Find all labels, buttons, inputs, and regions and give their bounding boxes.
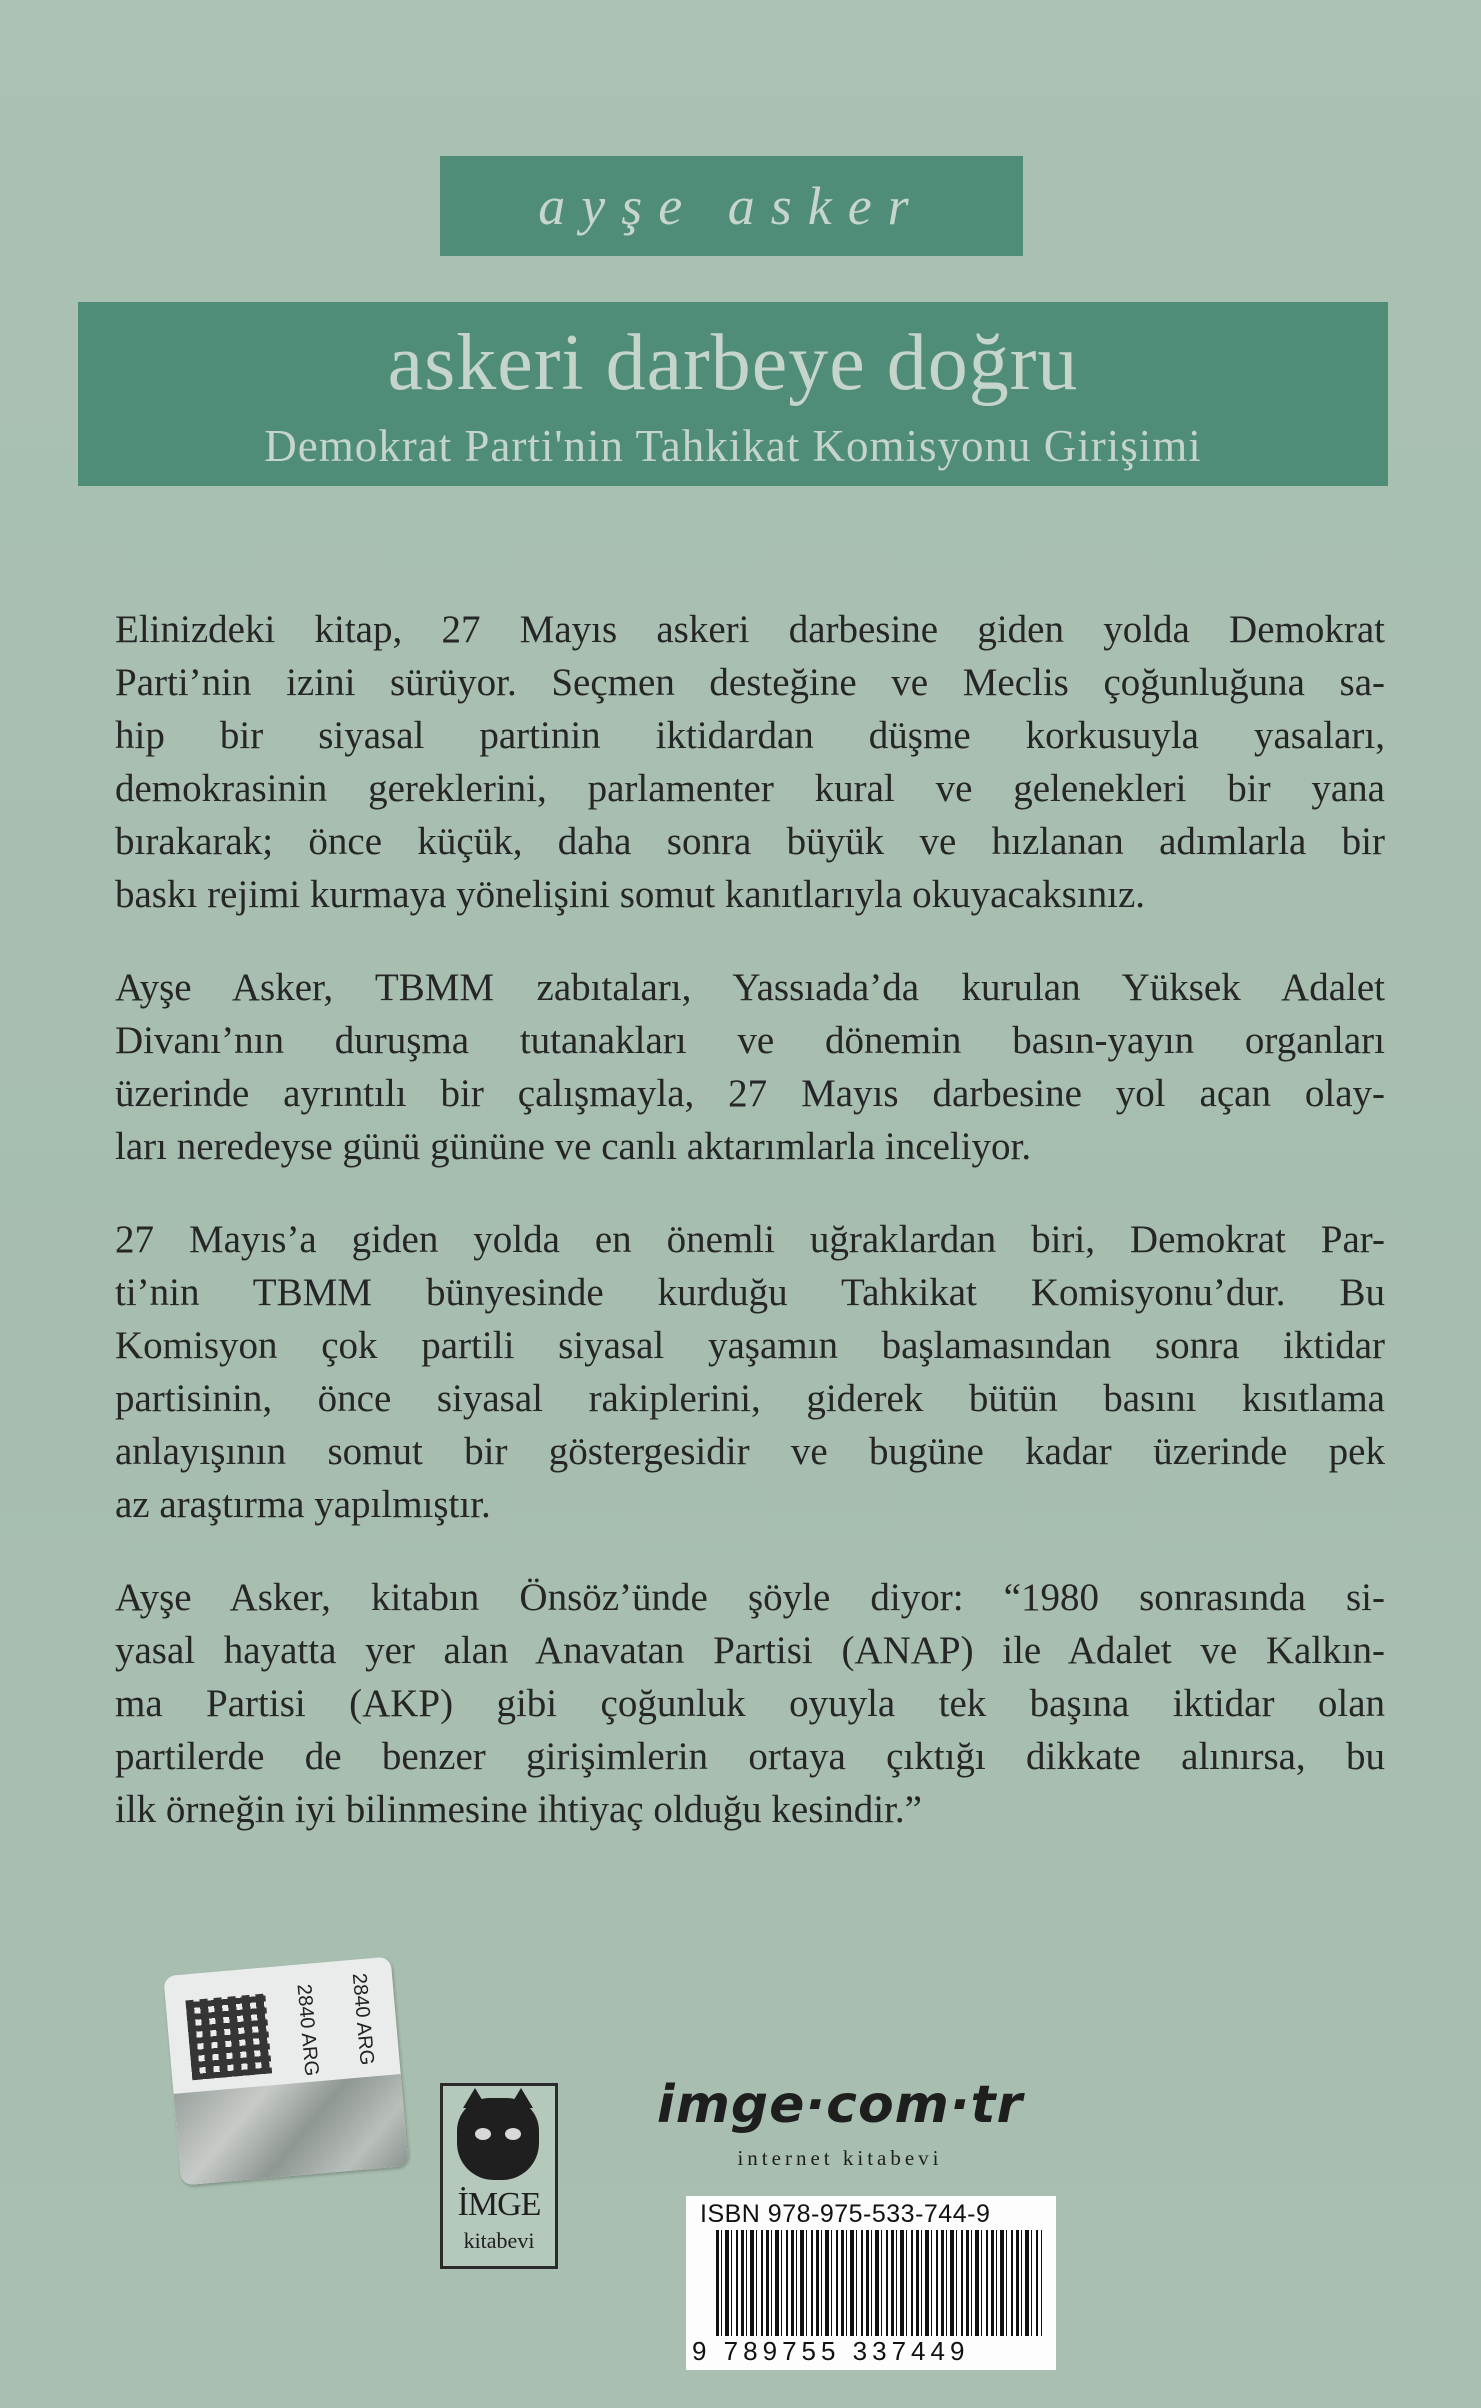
cat-eye-right xyxy=(505,2128,521,2140)
paragraph xyxy=(115,961,1385,1173)
library-sticker xyxy=(163,1956,408,2185)
text-line: partisinin, önce siyasal rakiplerini, giderek bütün basını kısıtlama xyxy=(115,1377,1385,1420)
text-line: Elinizdeki kitap, 27 Mayıs askeri darbesine giden yolda Demokrat xyxy=(115,608,1385,651)
text-line: ları neredeyse günü gününe ve canlı aktarımlarla inceliyor. xyxy=(115,1125,1032,1168)
website-url: imge·com·tr xyxy=(656,2075,1024,2135)
text-line: ti’nin TBMM bünyesinde kurduğu Tahkikat Komisyonu’dur. Bu xyxy=(115,1271,1385,1314)
text-line: Komisyon çok partili siyasal yaşamın başlamasından sonra iktidar xyxy=(115,1324,1385,1367)
barcode-number: 9 789755 337449 xyxy=(692,2336,970,2366)
text-line: ma Partisi (AKP) gibi çoğunluk oyuyla tek başına iktidar olan xyxy=(115,1682,1385,1725)
text-line: anlayışının somut bir göstergesidir ve bugüne kadar üzerinde pek xyxy=(115,1430,1385,1473)
sticker-code: 2840 ARG xyxy=(292,1983,323,2078)
author-name: ayşe asker xyxy=(538,176,925,236)
text-line: Divanı’nın duruşma tutanakları ve dönemin basın-yayın organları xyxy=(115,1019,1385,1062)
barcode-bars xyxy=(716,2230,1042,2336)
paragraph xyxy=(115,1571,1385,1836)
paragraph xyxy=(115,1213,1385,1531)
title-banner xyxy=(78,302,1388,486)
book-title: askeri darbeye doğru xyxy=(387,319,1079,407)
cat-eye-left xyxy=(475,2128,491,2140)
text-line: hip bir siyasal partinin iktidardan düşme korkusuyla yasaları, xyxy=(115,714,1385,757)
qr-code-icon xyxy=(185,1994,272,2081)
publisher-logo xyxy=(440,2083,558,2269)
sticker-code-secondary: 2840 ARG xyxy=(347,1972,378,2067)
hologram-strip xyxy=(174,2074,409,2186)
text-line: 27 Mayıs’a giden yolda en önemli uğraklardan biri, Demokrat Par- xyxy=(115,1218,1385,1261)
text-line: yasal hayatta yer alan Anavatan Partisi (ANAP) ile Adalet ve Kalkın- xyxy=(115,1629,1385,1672)
blurb-text xyxy=(115,603,1385,1876)
text-line: Ayşe Asker, kitabın Önsöz’ünde şöyle diyor: “1980 sonrasında si- xyxy=(115,1576,1385,1619)
text-line: az araştırma yapılmıştır. xyxy=(115,1483,491,1526)
book-subtitle: Demokrat Parti'nin Tahkikat Komisyonu Girişimi xyxy=(264,421,1202,471)
text-line: bırakarak; önce küçük, daha sonra büyük ve hızlanan adımlarla bir xyxy=(115,820,1385,863)
text-line: baskı rejimi kurmaya yönelişini somut kanıtlarıyla okuyacaksınız. xyxy=(115,873,1146,916)
text-line: partilerde de benzer girişimlerin ortaya çıktığı dikkate alınırsa, bu xyxy=(115,1735,1385,1778)
publisher-sub: kitabevi xyxy=(463,2228,535,2253)
isbn-label: ISBN 978-975-533-744-9 xyxy=(700,2200,991,2228)
paragraph xyxy=(115,603,1385,921)
website-tagline: internet kitabevi xyxy=(737,2146,943,2170)
author-banner xyxy=(440,156,1023,256)
publisher-brand: İMGE xyxy=(457,2186,541,2223)
text-line: demokrasinin gereklerini, parlamenter kural ve gelenekleri bir yana xyxy=(115,767,1385,810)
cat-icon xyxy=(457,2098,539,2180)
isbn-barcode xyxy=(686,2196,1056,2370)
text-line: Ayşe Asker, TBMM zabıtaları, Yassıada’da kurulan Yüksek Adalet xyxy=(115,966,1385,1009)
text-line: Parti’nin izini sürüyor. Seçmen desteğine ve Meclis çoğunluğuna sa- xyxy=(115,661,1385,704)
text-line: ilk örneğin iyi bilinmesine ihtiyaç olduğu kesindir.” xyxy=(115,1788,922,1831)
text-line: üzerinde ayrıntılı bir çalışmayla, 27 Mayıs darbesine yol açan olay- xyxy=(115,1072,1385,1115)
